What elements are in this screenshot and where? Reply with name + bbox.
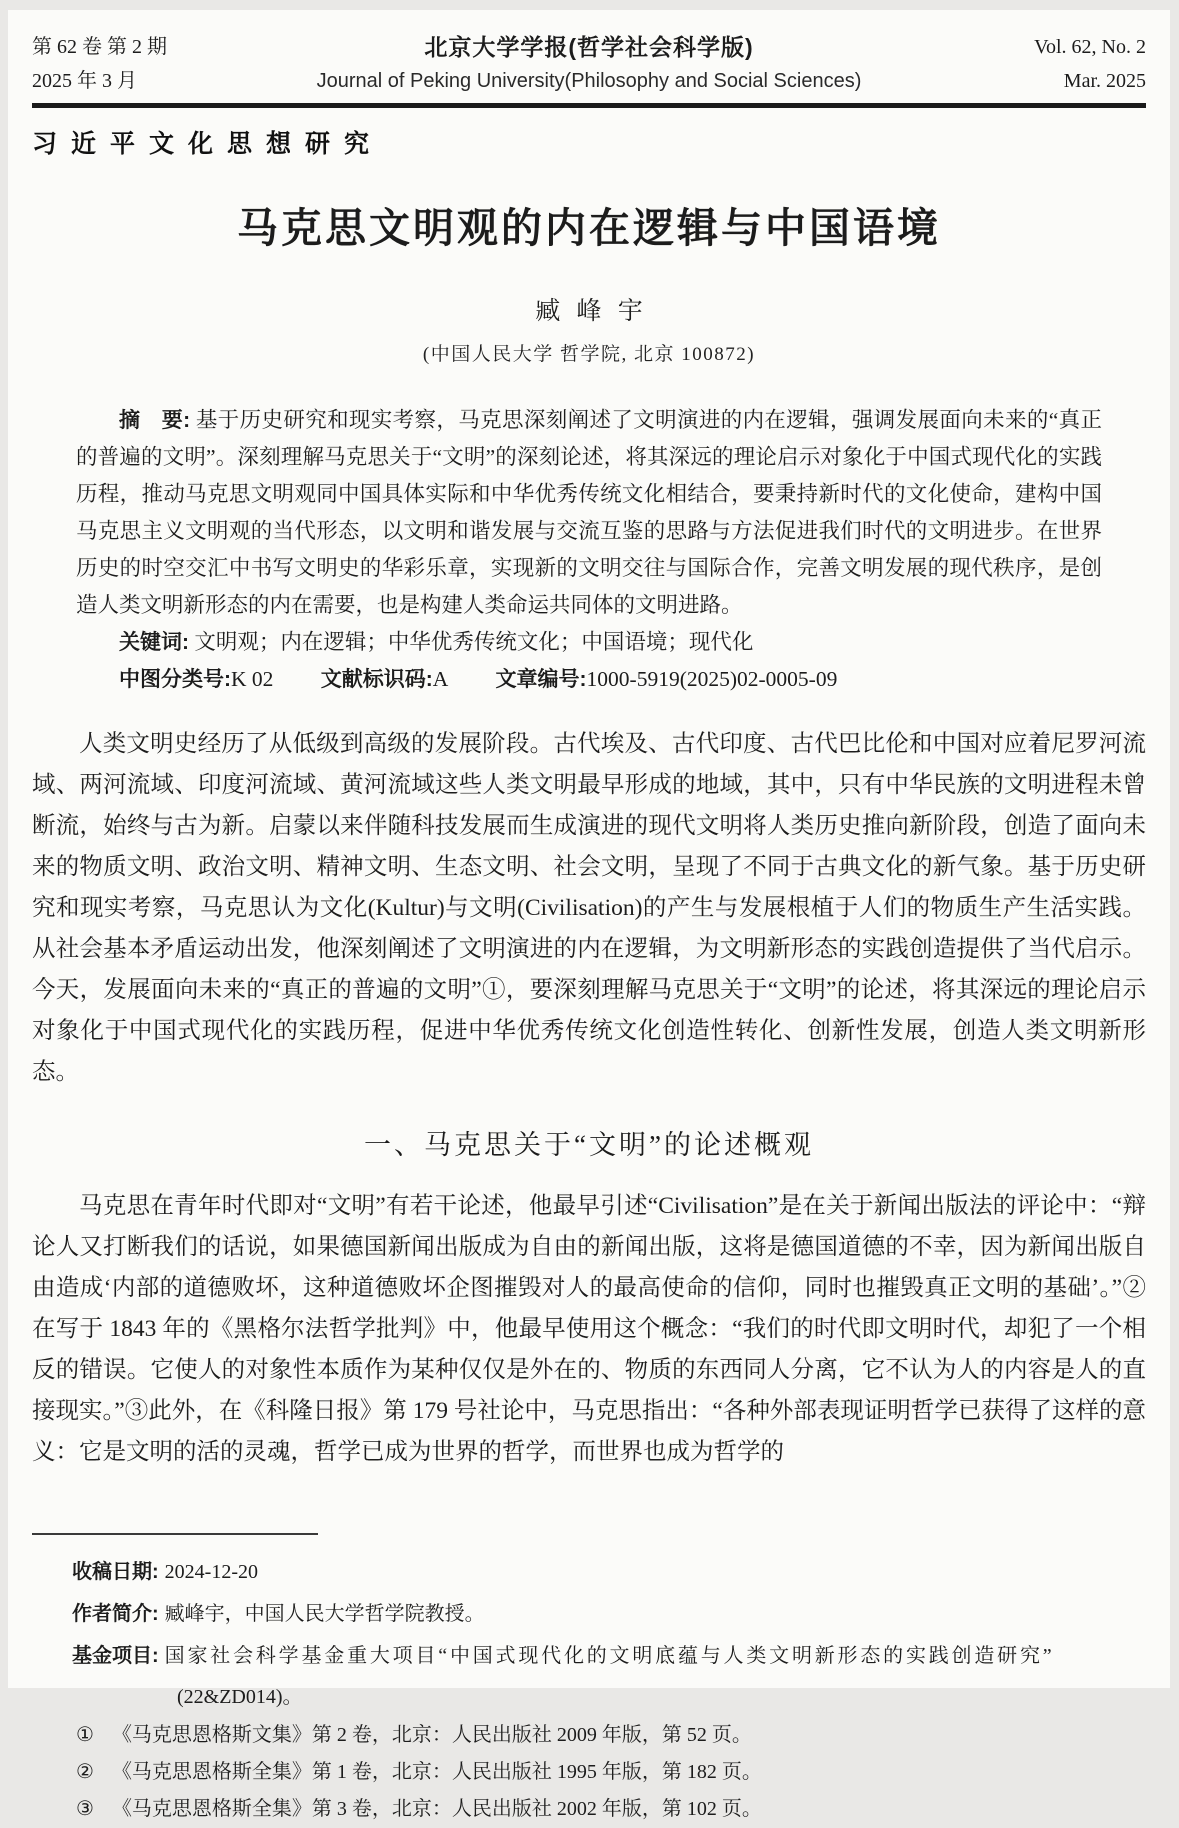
footnote-item-1 [32, 1717, 1146, 1754]
keywords-label: 关键词: [119, 631, 189, 655]
column-banner: 习近平文化思想研究 [32, 130, 384, 158]
article-title: 马克思文明观的内在逻辑与中国语境 [237, 205, 941, 251]
clc-label: 中图分类号: [119, 668, 231, 692]
footnote-item-2 [32, 1754, 1146, 1791]
author-bio-line [32, 1593, 1146, 1635]
received-date-value: 2024-12-20 [164, 1561, 258, 1584]
issue-date-en: Mar. 2025 [1063, 70, 1146, 92]
footnote-text-3: 《马克思恩格斯全集》第 3 卷，北京：人民出版社 2002 年版，第 102 页。 [111, 1798, 762, 1821]
footnote-marker-3: ③ [76, 1798, 94, 1821]
author-bio-value: 臧峰宇，中国人民大学哲学院教授。 [164, 1603, 485, 1626]
volume-info-en: Vol. 62, No. 2 [1034, 36, 1146, 58]
issue-info-cn: 第 62 卷 第 2 期 [32, 36, 167, 58]
intro-paragraph: 人类文明史经历了从低级到高级的发展阶段。古代埃及、古代印度、古代巴比伦和中国对应着尼罗河流域、两河流域、印度河流域、黄河流域这些人类文明最早形成的地域，其中，只有中华民族的文明进程未曾断流，始终与古为新。启蒙以来伴随科技发展而生成演进的现代文明将人类历史推向新阶段，创造了面向未来的物质文明、政治文明、精神文明、生态文明、社会文明，呈现了不同于古典文化的新气象。基于历史研究和现实考察，马克思认为文化(Kultur)与文明(Civilisation)的产生与发展根植于人们的物质生产生活实践。从社会基本矛盾运动出发，他深刻阐述了文明演进的内在逻辑，为文明新形态的实践创造提供了当代启示。今天，发展面向未来的“真正的普遍的文明”①，要深刻理解马克思关于“文明”的论述，将其深远的理论启示对象化于中国式现代化的实践历程，促进中华优秀传统文化创造性转化、创新性发展，创造人类文明新形态。 [32, 731, 1146, 1086]
section-1-paragraph: 马克思在青年时代即对“文明”有若干论述，他最早引述“Civilisation”是在关于新闻出版法的评论中：“辩论人又打断我们的话说，如果德国新闻出版成为自由的新闻出版，这将是德国道德的不幸，因为新闻出版自由造成‘内部的道德败坏，这种道德败坏企图摧毁对人的最高使命的信仰，同时也摧毁真正文明的基础’。”②在写于 1843 年的《黑格尔法哲学批判》中，他最早使用这个概念：“我们的时代即文明时代，却犯了一个相反的错误。它使人的对象性本质作为某种仅仅是外在的、物质的东西同人分离，它不认为人的内容是人的直接现实。”③此外，在《科隆日报》第 179 号社论中，马克思指出：“各种外部表现证明哲学已获得了这样的意义：它是文明的活的灵魂，哲学已成为世界的哲学，而世界也成为哲学的 [32, 1193, 1147, 1466]
keywords-text: 文明观；内在逻辑；中华优秀传统文化；中国语境；现代化 [194, 630, 754, 655]
abstract-block [76, 402, 1102, 698]
fund-project-line [32, 1635, 1146, 1677]
section-1-heading: 一、马克思关于“文明”的论述概观 [364, 1130, 814, 1161]
issue-date-cn: 2025 年 3 月 [32, 70, 137, 92]
footnote-marker-2: ② [76, 1761, 94, 1784]
received-date-line [32, 1551, 1146, 1593]
footnote-item-3 [32, 1791, 1146, 1828]
article-id-label: 文章编号: [495, 668, 587, 692]
doc-code-label: 文献标识码: [320, 668, 433, 692]
running-head-right [926, 30, 1146, 98]
footnote-marker-1: ① [76, 1724, 94, 1747]
author-bio-label: 作者简介: [72, 1603, 159, 1626]
fund-project-label: 基金项目: [72, 1645, 159, 1668]
journal-page [8, 10, 1170, 1821]
running-head-left [32, 30, 252, 98]
footnote-divider-rule [32, 1533, 318, 1535]
journal-running-head [32, 30, 1146, 98]
footnote-area [32, 1533, 1146, 1828]
article-id-value: 1000-5919(2025)02-0005-09 [586, 667, 838, 692]
clc-value: K 02 [231, 667, 274, 692]
keywords-line [76, 624, 1102, 661]
fund-project-value: 国家社会科学基金重大项目“中国式现代化的文明底蕴与人类文明新形态的实践创造研究” [164, 1645, 1055, 1668]
received-date-label: 收稿日期: [72, 1561, 159, 1584]
abstract-text: 基于历史研究和现实考察，马克思深刻阐述了文明演进的内在逻辑，强调发展面向未来的“真正的普遍的文明”。深刻理解马克思关于“文明”的深刻论述，将其深远的理论启示对象化于中国式现代化的实践历程，推动马克思文明观同中国具体实际和中华优秀传统文化相结合，要秉持新时代的文化使命，建构中国马克思主义文明观的当代形态，以文明和谐发展与交流互鉴的思路与方法促进我们时代的文明进步。在世界历史的时空交汇中书写文明史的华彩乐章，实现新的文明交往与国际合作，完善文明发展的现代秩序，是创造人类文明新形态的内在需要，也是构建人类命运共同体的文明进路。 [76, 408, 1102, 618]
classification-line [76, 661, 1102, 698]
author-affiliation: (中国人民大学 哲学院, 北京 100872) [422, 344, 756, 366]
header-divider-rule [32, 103, 1146, 108]
author-name: 臧峰宇 [535, 298, 659, 326]
journal-title-cn: 北京大学学报(哲学社会科学版) [424, 34, 754, 60]
abstract-label: 摘 要: [119, 409, 191, 433]
footnote-text-1: 《马克思恩格斯文集》第 2 卷，北京：人民出版社 2009 年版，第 52 页。 [111, 1724, 752, 1747]
abstract-paragraph [76, 402, 1102, 624]
running-head-center [252, 30, 926, 98]
journal-title-en: Journal of Peking University(Philosophy and Social Sciences) [316, 70, 862, 92]
footnote-text-2: 《马克思恩格斯全集》第 1 卷，北京：人民出版社 1995 年版，第 182 页。 [111, 1761, 762, 1784]
doc-code-value: A [432, 667, 449, 692]
fund-project-number: (22&ZD014)。 [177, 1686, 303, 1709]
